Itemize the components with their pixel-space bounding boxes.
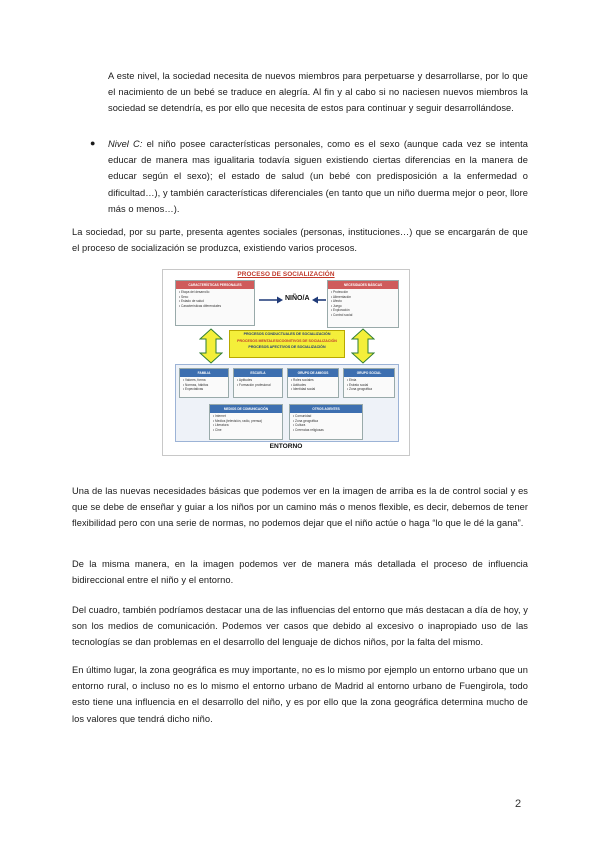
box-title: OTROS AGENTES — [290, 405, 362, 413]
env-box-familia — [179, 368, 229, 398]
list-item: • Exploración — [331, 308, 395, 313]
list-item: • Protección — [331, 290, 395, 295]
double-arrow-right-icon — [351, 328, 375, 364]
list-item: • Cine — [213, 428, 279, 433]
list-item: • Medios (televisión, radio, prensa) — [213, 419, 279, 424]
env-box-otros — [289, 404, 363, 440]
bullet-icon: ● — [90, 138, 96, 148]
socialization-processes-box — [229, 330, 345, 358]
paragraph-zona-geografica: En último lugar, la zona geográfica es muy importante, no es lo mismo por ejemplo un entorno urbano que un entorno rural, o incluso no es lo mismo el entorno urbano de Madrid al entorno urbano de Fuengirola, todo esto tiene una influencia en el desarrollo del niño, y es por ello que la zona geográfica determina mucho de los valores que tendrá dicho niño. — [72, 665, 528, 724]
paragraph-1: A este nivel, la sociedad necesita de nuevos miembros para perpetuarse y desarrollarse, por lo que el nacimiento de un bebé se traduce en alegría. Al fin y al cabo si no naciesen nuevos miembros la sociedad se detendría, es por ello que necesita de estos para continuar y seguir desarrollándose. — [108, 71, 528, 114]
process-line: PROCESOS AFECTIVOS DE SOCIALIZACIÓN — [248, 345, 326, 349]
list-item: • Identidad social — [291, 387, 335, 392]
child-label: NIÑO/A — [285, 295, 310, 302]
list-item: • Zona geográfica — [347, 387, 391, 392]
env-box-escuela — [233, 368, 283, 398]
personal-characteristics-box — [175, 280, 255, 326]
box-title: GRUPO SOCIAL — [344, 369, 394, 377]
list-item: • Comunidad — [293, 414, 359, 419]
list-item: • Normas, hábitos — [183, 383, 225, 388]
box-title: FAMILIA — [180, 369, 228, 377]
socialization-diagram — [162, 269, 410, 456]
box-title: CARACTERÍSTICAS PERSONALES — [176, 281, 254, 289]
list-item: • Estado de salud — [179, 299, 251, 304]
environment-label: ENTORNO — [269, 443, 303, 450]
list-item: • Creencias religiosas — [293, 428, 359, 433]
list-item: • Literatura — [213, 423, 279, 428]
list-item: • Control social — [331, 313, 395, 318]
paragraph-nivel-c — [108, 136, 528, 217]
paragraph-sociedad: La sociedad, por su parte, presenta agentes sociales (personas, instituciones…) que se encargarán de que el proceso de socialización se produzca, existiendo varios procesos. — [72, 227, 528, 254]
env-box-amigos — [287, 368, 339, 398]
nivel-c-label: Nivel C: — [108, 139, 143, 149]
env-box-grupo-social — [343, 368, 395, 398]
list-item: • Estrato social — [347, 383, 391, 388]
diagram-title: PROCESO DE SOCIALIZACIÓN — [237, 271, 335, 278]
process-line: PROCESOS MENTALES/COGNITIVOS DE SOCIALIZACIÓN — [237, 338, 337, 343]
list-item: • Alimentación — [331, 295, 395, 300]
list-item: • Características diferenciales — [179, 304, 251, 309]
list-item: • Afecto — [331, 299, 395, 304]
list-item: • Valores, forma — [183, 378, 225, 383]
nivel-c-text: el niño posee características personales, como es el sexo (aunque cada vez se intenta educar de manera mas igualitaria todavía siguen existiendo ciertas diferencias en la manera de educar según el sexo); el estado de salud (un bebé con predisposición a la enfermedad o dificultad…), y también características diferenciales (en tanto que un niño duerma mejor o peor, llore más o menos…). — [108, 139, 528, 214]
box-title: NECESIDADES BÁSICAS — [328, 281, 398, 289]
paragraph-control-social: Una de las nuevas necesidades básicas que podemos ver en la imagen de arriba es la de control social y es que se debe de enseñar y guiar a los niños por un camino más o menos flexible, es decir, debemos de tener flexibilidad pero con una serie de normas, no podemos dejar que el niño actúe o haga “lo que le dé la gana”. — [72, 486, 528, 529]
paragraph-medios: Del cuadro, también podríamos destacar una de las influencias del entorno que más destacan a día de hoy, y son los medios de comunicación. Podemos ver casos que debido al excesivo o inapropiado uso de las tecnologías se dan problemas en el desarrollo del lenguaje de dichos niños, por la falta del mismo. — [72, 605, 528, 648]
list-item: • Formación profesional — [237, 383, 279, 388]
double-arrow-left-icon — [199, 328, 223, 364]
env-box-medios — [209, 404, 283, 440]
list-item: • Actitudes — [291, 383, 335, 388]
list-item: • Sexo — [179, 295, 251, 300]
list-item: • Etnia — [347, 378, 391, 383]
arrow-left-icon — [311, 295, 327, 305]
list-item: • Aptitudes — [237, 378, 279, 383]
box-title: ESCUELA — [234, 369, 282, 377]
basic-needs-box — [327, 280, 399, 328]
list-item: • Internet — [213, 414, 279, 419]
paragraph-influencia: De la misma manera, en la imagen podemos ver de manera más detallada el proceso de influencia bidireccional entre el niño y el entorno. — [72, 559, 528, 586]
list-item: • Juego — [331, 304, 395, 309]
box-title: GRUPO DE AMIGOS — [288, 369, 338, 377]
list-item: • Cultura — [293, 423, 359, 428]
list-item: • Expectativas — [183, 387, 225, 392]
list-item: • Roles sociales — [291, 378, 335, 383]
page-number: 2 — [515, 798, 522, 810]
arrow-right-icon — [258, 295, 284, 305]
box-title: MEDIOS DE COMUNICACIÓN — [210, 405, 282, 413]
list-item: • Etapa del desarrollo — [179, 290, 251, 295]
list-item: • Zona geográfica — [293, 419, 359, 424]
process-line: PROCESOS CONDUCTUALES DE SOCIALIZACIÓN — [243, 332, 331, 336]
